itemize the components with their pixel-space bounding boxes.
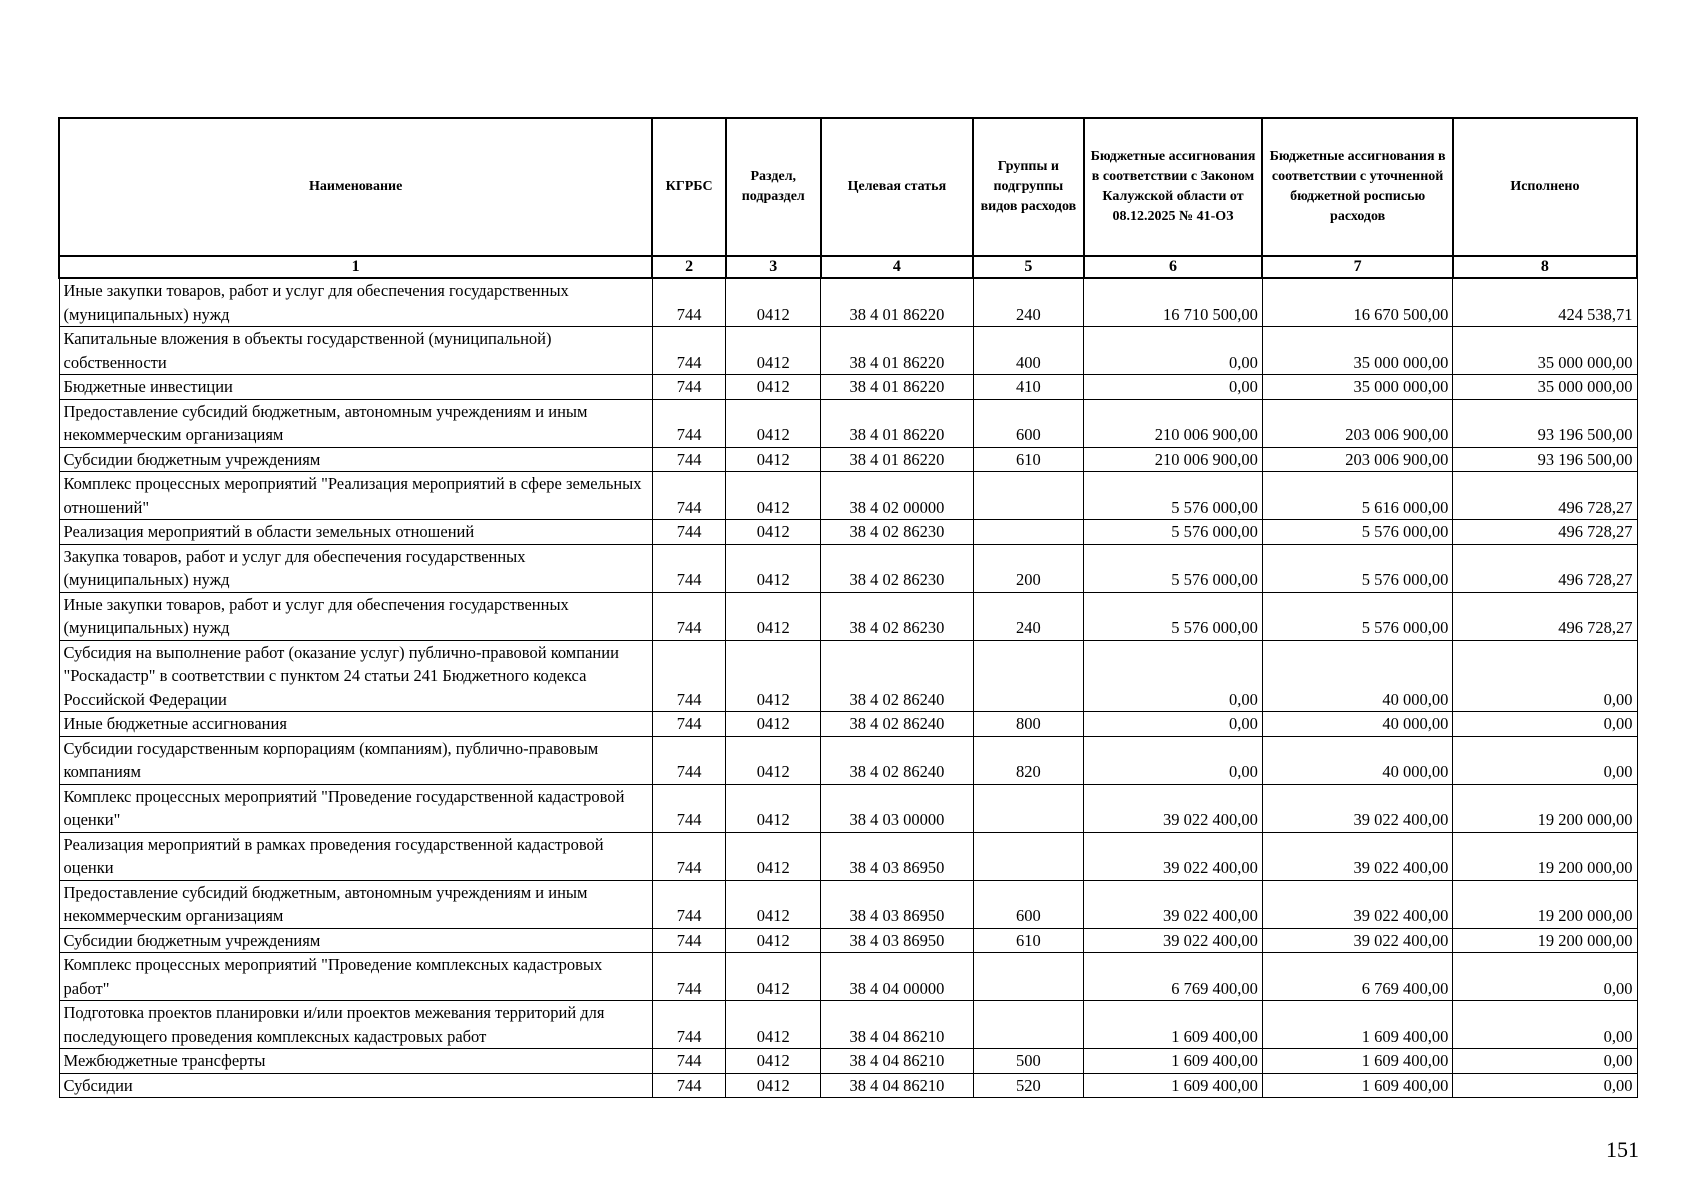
row-kgrbs: 744 bbox=[652, 928, 726, 953]
header-kgrbs: КГРБС bbox=[652, 118, 726, 256]
row-group: 500 bbox=[973, 1049, 1083, 1074]
row-refined-amount: 40 000,00 bbox=[1262, 712, 1452, 737]
column-number: 6 bbox=[1084, 256, 1263, 278]
row-section: 0412 bbox=[726, 880, 821, 928]
row-executed-amount: 19 200 000,00 bbox=[1453, 880, 1637, 928]
header-executed: Исполнено bbox=[1453, 118, 1637, 256]
column-number-row bbox=[59, 256, 1637, 278]
row-refined-amount: 5 616 000,00 bbox=[1262, 472, 1452, 520]
row-target: 38 4 03 86950 bbox=[821, 880, 974, 928]
header-target: Целевая статья bbox=[821, 118, 974, 256]
row-kgrbs: 744 bbox=[652, 520, 726, 545]
row-section: 0412 bbox=[726, 375, 821, 400]
row-law-amount: 0,00 bbox=[1084, 327, 1263, 375]
row-law-amount: 5 576 000,00 bbox=[1084, 592, 1263, 640]
row-section: 0412 bbox=[726, 472, 821, 520]
row-law-amount: 39 022 400,00 bbox=[1084, 832, 1263, 880]
row-executed-amount: 424 538,71 bbox=[1453, 278, 1637, 327]
table-row bbox=[59, 1073, 1637, 1098]
column-number: 3 bbox=[726, 256, 821, 278]
table-row bbox=[59, 953, 1637, 1001]
row-kgrbs: 744 bbox=[652, 472, 726, 520]
row-target: 38 4 02 86240 bbox=[821, 640, 974, 712]
row-name: Иные бюджетные ассигнования bbox=[59, 712, 652, 737]
row-target: 38 4 01 86220 bbox=[821, 278, 974, 327]
row-law-amount: 0,00 bbox=[1084, 375, 1263, 400]
row-group bbox=[973, 784, 1083, 832]
row-law-amount: 0,00 bbox=[1084, 640, 1263, 712]
row-group: 610 bbox=[973, 928, 1083, 953]
table-row bbox=[59, 399, 1637, 447]
row-refined-amount: 35 000 000,00 bbox=[1262, 327, 1452, 375]
row-group: 520 bbox=[973, 1073, 1083, 1098]
row-name: Межбюджетные трансферты bbox=[59, 1049, 652, 1074]
row-section: 0412 bbox=[726, 544, 821, 592]
row-group: 600 bbox=[973, 399, 1083, 447]
table-row bbox=[59, 784, 1637, 832]
row-law-amount: 0,00 bbox=[1084, 736, 1263, 784]
row-kgrbs: 744 bbox=[652, 953, 726, 1001]
row-group bbox=[973, 953, 1083, 1001]
row-kgrbs: 744 bbox=[652, 544, 726, 592]
row-refined-amount: 203 006 900,00 bbox=[1262, 399, 1452, 447]
row-target: 38 4 03 86950 bbox=[821, 928, 974, 953]
row-name: Иные закупки товаров, работ и услуг для обеспечения государственных (муниципальных) нужд bbox=[59, 592, 652, 640]
row-executed-amount: 19 200 000,00 bbox=[1453, 832, 1637, 880]
row-refined-amount: 5 576 000,00 bbox=[1262, 520, 1452, 545]
row-executed-amount: 19 200 000,00 bbox=[1453, 784, 1637, 832]
row-name: Субсидии государственным корпорациям (компаниям), публично-правовым компаниям bbox=[59, 736, 652, 784]
table-row bbox=[59, 880, 1637, 928]
row-target: 38 4 01 86220 bbox=[821, 399, 974, 447]
row-group: 410 bbox=[973, 375, 1083, 400]
row-law-amount: 6 769 400,00 bbox=[1084, 953, 1263, 1001]
row-refined-amount: 1 609 400,00 bbox=[1262, 1049, 1452, 1074]
row-section: 0412 bbox=[726, 592, 821, 640]
table-row bbox=[59, 592, 1637, 640]
row-group bbox=[973, 1001, 1083, 1049]
row-section: 0412 bbox=[726, 712, 821, 737]
row-executed-amount: 0,00 bbox=[1453, 1073, 1637, 1098]
row-group bbox=[973, 472, 1083, 520]
row-group: 200 bbox=[973, 544, 1083, 592]
row-refined-amount: 40 000,00 bbox=[1262, 736, 1452, 784]
row-target: 38 4 02 86230 bbox=[821, 592, 974, 640]
row-law-amount: 210 006 900,00 bbox=[1084, 447, 1263, 472]
column-number: 1 bbox=[59, 256, 652, 278]
table-row bbox=[59, 736, 1637, 784]
row-name: Предоставление субсидий бюджетным, автономным учреждениям и иным некоммерческим организациям bbox=[59, 399, 652, 447]
table-row bbox=[59, 640, 1637, 712]
table-body bbox=[59, 278, 1637, 1098]
table-row bbox=[59, 712, 1637, 737]
row-name: Комплекс процессных мероприятий "Проведение государственной кадастровой оценки" bbox=[59, 784, 652, 832]
row-kgrbs: 744 bbox=[652, 447, 726, 472]
row-name: Закупка товаров, работ и услуг для обеспечения государственных (муниципальных) нужд bbox=[59, 544, 652, 592]
row-law-amount: 39 022 400,00 bbox=[1084, 784, 1263, 832]
row-section: 0412 bbox=[726, 736, 821, 784]
row-law-amount: 5 576 000,00 bbox=[1084, 472, 1263, 520]
row-name: Субсидии бюджетным учреждениям bbox=[59, 447, 652, 472]
row-refined-amount: 1 609 400,00 bbox=[1262, 1073, 1452, 1098]
row-name: Подготовка проектов планировки и/или проектов межевания территорий для последующего проведения комплексных кадастровых работ bbox=[59, 1001, 652, 1049]
row-law-amount: 39 022 400,00 bbox=[1084, 880, 1263, 928]
row-law-amount: 16 710 500,00 bbox=[1084, 278, 1263, 327]
row-name: Комплекс процессных мероприятий "Проведение комплексных кадастровых работ" bbox=[59, 953, 652, 1001]
row-group: 800 bbox=[973, 712, 1083, 737]
row-kgrbs: 744 bbox=[652, 832, 726, 880]
header-law: Бюджетные ассигнования в соответствии с Законом Калужской области от 08.12.2025 № 41-ОЗ bbox=[1084, 118, 1263, 256]
row-name: Субсидия на выполнение работ (оказание услуг) публично-правовой компании "Роскадастр" в соответствии с пунктом 24 статьи 241 Бюджетного кодекса Российской Федерации bbox=[59, 640, 652, 712]
row-target: 38 4 02 86230 bbox=[821, 520, 974, 545]
row-name: Субсидии бюджетным учреждениям bbox=[59, 928, 652, 953]
row-law-amount: 39 022 400,00 bbox=[1084, 928, 1263, 953]
row-group: 820 bbox=[973, 736, 1083, 784]
row-target: 38 4 02 86240 bbox=[821, 736, 974, 784]
row-refined-amount: 39 022 400,00 bbox=[1262, 928, 1452, 953]
table-row bbox=[59, 520, 1637, 545]
row-executed-amount: 0,00 bbox=[1453, 1001, 1637, 1049]
row-name: Субсидии bbox=[59, 1073, 652, 1098]
row-target: 38 4 04 86210 bbox=[821, 1001, 974, 1049]
row-kgrbs: 744 bbox=[652, 712, 726, 737]
column-number: 5 bbox=[973, 256, 1083, 278]
row-group bbox=[973, 640, 1083, 712]
table-row bbox=[59, 375, 1637, 400]
row-executed-amount: 0,00 bbox=[1453, 1049, 1637, 1074]
table-row bbox=[59, 544, 1637, 592]
row-name: Реализация мероприятий в области земельных отношений bbox=[59, 520, 652, 545]
header-name: Наименование bbox=[59, 118, 652, 256]
row-group: 240 bbox=[973, 592, 1083, 640]
row-group bbox=[973, 520, 1083, 545]
table-row bbox=[59, 278, 1637, 327]
row-executed-amount: 496 728,27 bbox=[1453, 544, 1637, 592]
row-name: Комплекс процессных мероприятий "Реализация мероприятий в сфере земельных отношений" bbox=[59, 472, 652, 520]
row-kgrbs: 744 bbox=[652, 1001, 726, 1049]
row-section: 0412 bbox=[726, 1049, 821, 1074]
row-name: Бюджетные инвестиции bbox=[59, 375, 652, 400]
row-kgrbs: 744 bbox=[652, 784, 726, 832]
row-section: 0412 bbox=[726, 832, 821, 880]
row-section: 0412 bbox=[726, 640, 821, 712]
row-kgrbs: 744 bbox=[652, 640, 726, 712]
row-name: Иные закупки товаров, работ и услуг для обеспечения государственных (муниципальных) нужд bbox=[59, 278, 652, 327]
row-refined-amount: 39 022 400,00 bbox=[1262, 784, 1452, 832]
row-kgrbs: 744 bbox=[652, 1049, 726, 1074]
row-law-amount: 1 609 400,00 bbox=[1084, 1001, 1263, 1049]
row-law-amount: 5 576 000,00 bbox=[1084, 544, 1263, 592]
row-executed-amount: 19 200 000,00 bbox=[1453, 928, 1637, 953]
row-refined-amount: 6 769 400,00 bbox=[1262, 953, 1452, 1001]
row-target: 38 4 04 86210 bbox=[821, 1073, 974, 1098]
row-law-amount: 210 006 900,00 bbox=[1084, 399, 1263, 447]
row-target: 38 4 01 86220 bbox=[821, 327, 974, 375]
header-section: Раздел, подраздел bbox=[726, 118, 821, 256]
row-refined-amount: 5 576 000,00 bbox=[1262, 544, 1452, 592]
table-row bbox=[59, 327, 1637, 375]
row-section: 0412 bbox=[726, 278, 821, 327]
row-executed-amount: 0,00 bbox=[1453, 640, 1637, 712]
row-executed-amount: 35 000 000,00 bbox=[1453, 375, 1637, 400]
row-name: Предоставление субсидий бюджетным, автономным учреждениям и иным некоммерческим организациям bbox=[59, 880, 652, 928]
row-group bbox=[973, 832, 1083, 880]
table-row bbox=[59, 1001, 1637, 1049]
row-target: 38 4 01 86220 bbox=[821, 447, 974, 472]
row-group: 610 bbox=[973, 447, 1083, 472]
row-law-amount: 5 576 000,00 bbox=[1084, 520, 1263, 545]
row-section: 0412 bbox=[726, 1073, 821, 1098]
row-group: 600 bbox=[973, 880, 1083, 928]
table-row bbox=[59, 1049, 1637, 1074]
row-executed-amount: 0,00 bbox=[1453, 712, 1637, 737]
row-target: 38 4 03 00000 bbox=[821, 784, 974, 832]
row-group: 400 bbox=[973, 327, 1083, 375]
row-executed-amount: 35 000 000,00 bbox=[1453, 327, 1637, 375]
row-target: 38 4 01 86220 bbox=[821, 375, 974, 400]
row-law-amount: 0,00 bbox=[1084, 712, 1263, 737]
column-number: 4 bbox=[821, 256, 974, 278]
row-law-amount: 1 609 400,00 bbox=[1084, 1073, 1263, 1098]
row-section: 0412 bbox=[726, 784, 821, 832]
header-groups: Группы и подгруппы видов расходов bbox=[973, 118, 1083, 256]
row-law-amount: 1 609 400,00 bbox=[1084, 1049, 1263, 1074]
row-refined-amount: 1 609 400,00 bbox=[1262, 1001, 1452, 1049]
row-executed-amount: 496 728,27 bbox=[1453, 520, 1637, 545]
header-refined: Бюджетные ассигнования в соответствии с уточненной бюджетной росписью расходов bbox=[1262, 118, 1452, 256]
row-executed-amount: 496 728,27 bbox=[1453, 592, 1637, 640]
row-target: 38 4 03 86950 bbox=[821, 832, 974, 880]
table-header-row bbox=[59, 118, 1637, 256]
page-number: 151 bbox=[1606, 1137, 1639, 1162]
column-number: 7 bbox=[1262, 256, 1452, 278]
row-kgrbs: 744 bbox=[652, 399, 726, 447]
row-section: 0412 bbox=[726, 520, 821, 545]
row-kgrbs: 744 bbox=[652, 736, 726, 784]
row-executed-amount: 93 196 500,00 bbox=[1453, 399, 1637, 447]
row-executed-amount: 0,00 bbox=[1453, 953, 1637, 1001]
table-row bbox=[59, 928, 1637, 953]
row-refined-amount: 39 022 400,00 bbox=[1262, 832, 1452, 880]
row-refined-amount: 40 000,00 bbox=[1262, 640, 1452, 712]
row-target: 38 4 04 00000 bbox=[821, 953, 974, 1001]
row-refined-amount: 16 670 500,00 bbox=[1262, 278, 1452, 327]
row-refined-amount: 5 576 000,00 bbox=[1262, 592, 1452, 640]
row-kgrbs: 744 bbox=[652, 375, 726, 400]
row-executed-amount: 93 196 500,00 bbox=[1453, 447, 1637, 472]
column-number: 8 bbox=[1453, 256, 1637, 278]
row-kgrbs: 744 bbox=[652, 1073, 726, 1098]
row-kgrbs: 744 bbox=[652, 880, 726, 928]
row-target: 38 4 02 86230 bbox=[821, 544, 974, 592]
row-name: Капитальные вложения в объекты государственной (муниципальной) собственности bbox=[59, 327, 652, 375]
row-group: 240 bbox=[973, 278, 1083, 327]
budget-table bbox=[58, 117, 1638, 1098]
row-refined-amount: 35 000 000,00 bbox=[1262, 375, 1452, 400]
row-section: 0412 bbox=[726, 399, 821, 447]
row-section: 0412 bbox=[726, 928, 821, 953]
row-target: 38 4 02 86240 bbox=[821, 712, 974, 737]
table-row bbox=[59, 447, 1637, 472]
row-section: 0412 bbox=[726, 447, 821, 472]
row-kgrbs: 744 bbox=[652, 327, 726, 375]
row-target: 38 4 04 86210 bbox=[821, 1049, 974, 1074]
table-row bbox=[59, 472, 1637, 520]
row-executed-amount: 0,00 bbox=[1453, 736, 1637, 784]
row-refined-amount: 203 006 900,00 bbox=[1262, 447, 1452, 472]
table-row bbox=[59, 832, 1637, 880]
row-section: 0412 bbox=[726, 1001, 821, 1049]
row-refined-amount: 39 022 400,00 bbox=[1262, 880, 1452, 928]
row-name: Реализация мероприятий в рамках проведения государственной кадастровой оценки bbox=[59, 832, 652, 880]
row-section: 0412 bbox=[726, 327, 821, 375]
row-kgrbs: 744 bbox=[652, 592, 726, 640]
row-kgrbs: 744 bbox=[652, 278, 726, 327]
row-executed-amount: 496 728,27 bbox=[1453, 472, 1637, 520]
column-number: 2 bbox=[652, 256, 726, 278]
row-section: 0412 bbox=[726, 953, 821, 1001]
row-target: 38 4 02 00000 bbox=[821, 472, 974, 520]
